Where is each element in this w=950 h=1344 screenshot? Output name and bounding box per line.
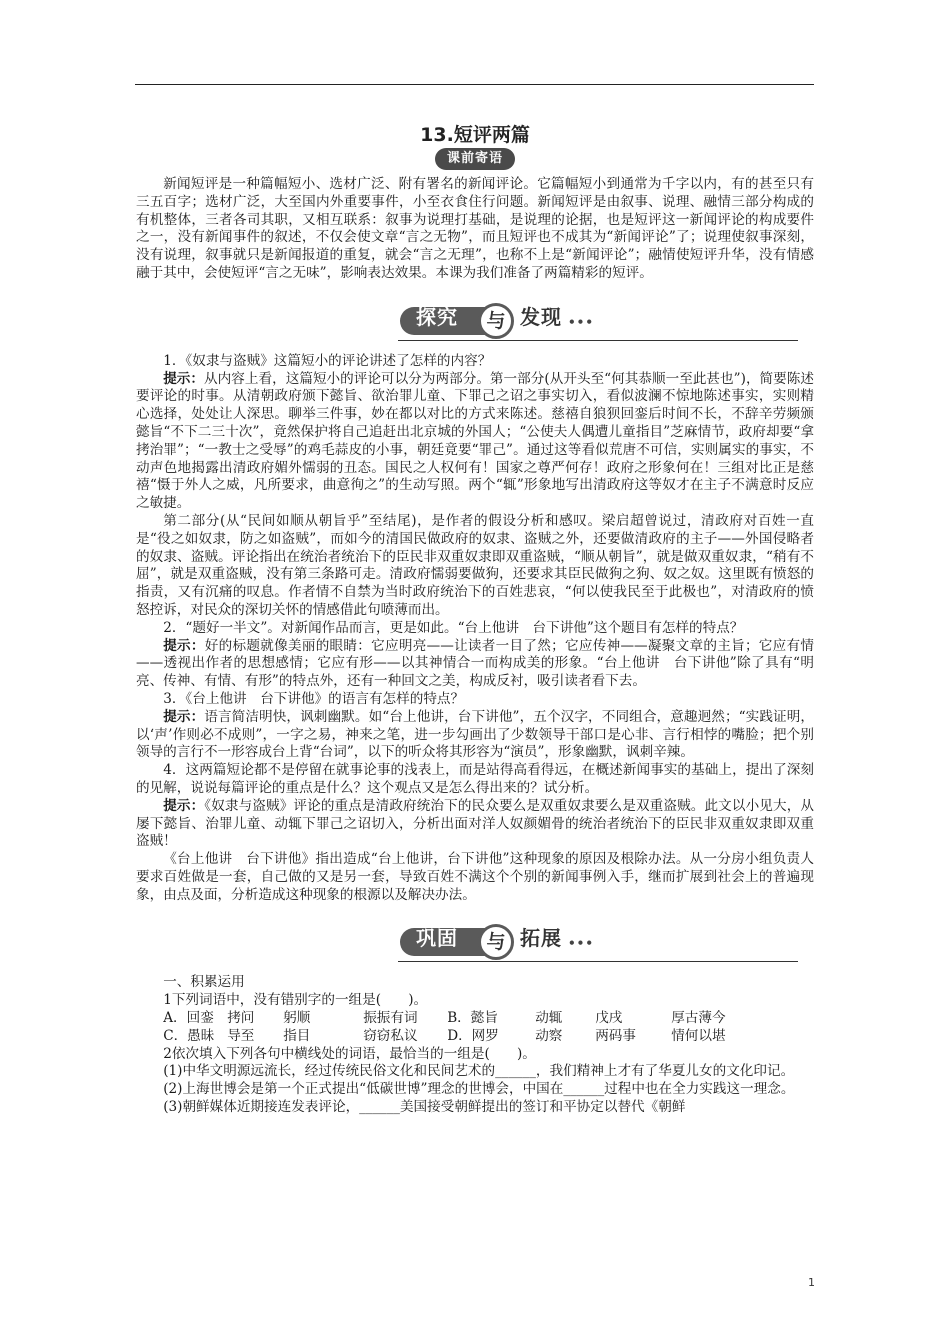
option-cell: 两码事 — [595, 1027, 636, 1044]
option-cell: A．回銮 — [163, 1010, 214, 1027]
option-cell: 指目 — [283, 1027, 311, 1044]
option-cell: D．网罗 — [447, 1027, 499, 1044]
answer-3: 提示：语言简洁明快，讽刺幽默。如“台上他讲，台下讲他”，五个汉字，不同组合，意趣迥然；“实践证明，以‘声’作则必不成则”，一字之易，神来之笔，进一步勾画出了少数领导干部口是心非、言行相悖的嘴脸；把个别领导的言行不一形容成台上背“台词”，以下的听众将其形容为“演员”，形象幽默，讽刺辛辣。 — [136, 708, 814, 761]
answer-2: 提示：好的标题就像美丽的眼睛：它应明亮——让读者一目了然；它应传神——凝聚文章的主旨；它应有情——透视出作者的思想感情；它应有形——以其神情合一而构成美的形象。“台上他讲 台下讲他”除了具有“明亮、传神、有情、有形”的特点外，还有一种回文之美，构成反衬，吸引读者看下去。 — [136, 637, 814, 690]
section-header-mid: 与 — [478, 303, 514, 339]
section-header-left: 探究 — [416, 304, 458, 329]
section-header-right: 拓展 — [520, 926, 562, 951]
exercise-heading: 一、积累运用 — [163, 974, 245, 991]
section-header-explore — [136, 303, 814, 343]
answer-1b: 第二部分(从“民间如顺从朝旨乎”至结尾)，是作者的假设分析和感叹。梁启超曾说过，清政府对百姓一直是“役之如奴隶，防之如盗贼”，而如今的清国民做政府的奴隶、盗贼之外，还要做清政府的主子——外国侵略者的奴隶、盗贼。评论指出在统治者统治下的臣民非双重奴隶即双重盗贼，“顺从朝旨”，就是做双重奴隶，“稍有不屈”，就是双重盗贼，没有第三条路可走。清政府懦弱要做狗，还要求其臣民做狗之狗、奴之奴。这里既有愤怒的指责，又有沉痛的叹息。作者情不自禁为当时政府统治下的百姓悲哀，“何以使我民至于此极也”，对清政府的愤怒控诉，对民众的深切关怀的情感借此句喷薄而出。 — [136, 512, 814, 618]
answer-1a: 提示：从内容上看，这篇短小的评论可以分为两部分。第一部分(从开头至“何其恭顺一至此甚也”)，简要陈述要评论的时事。从清朝政府颁下懿旨、欲治罪儿童、下罪己之诏之事实切入，看似波澜不惊地陈述事实，实则精心选择，处处让人深思。聊举三件事，妙在都以对比的方式来陈述。慈禧自狼狈回銮后时间不长，不辞辛劳频颁懿旨“不下二三十次”，竟然保护将自己追赶出北京城的外国人；“公使夫人偶遭儿童指目”芝麻情节，政府却要“拿拷治罪”；“一教士之受辱”的鸡毛蒜皮的小事，朝廷竟要“罪己”。通过这等看似荒唐不可信，实则属实的事实，不动声色地揭露出清政府媚外懦弱的丑态。国民之人权何有！国家之尊严何存！政府之形象何在！三组对比正是慈禧“慑于外人之威，凡所要求，曲意徇之”的生动写照。两个“辄”形象地写出清政府这等奴才在主子不满意时反应之敏捷。 — [136, 370, 814, 512]
section-header-right: 发现 — [520, 304, 562, 329]
dots-icon: ••• — [568, 314, 595, 329]
page-title: 13.短评两篇 — [420, 124, 530, 146]
section-header-consolidate — [136, 924, 814, 964]
page-number: 1 — [808, 1276, 815, 1289]
option-cell: C．愚昧 — [163, 1027, 215, 1044]
option-cell: 厚古薄今 — [671, 1010, 726, 1027]
intro-paragraph: 新闻短评是一种篇幅短小、选材广泛、附有署名的新闻评论。它篇幅短小到通常为千字以内，有的甚至只有三五百字；选材广泛，大至国内外重要事件，小至衣食住行问题。新闻短评是由叙事、说理、融情三部分构成的有机整体，三者各司其职，又相互联系：叙事为说理打基础，是说理的论据，也是短评这一新闻评论的构成要件之一，没有新闻事件的叙述，不仅会使文章“言之无物”，而且短评也不成其为“新闻评论”了；说理使叙事深刻，没有说理，叙事就只是新闻报道的重复，就会“言之无理”，也称不上是“新闻评论”；融情使短评升华，没有情感融于其中，会使短评“言之无味”，影响表达效果。本课为我们准备了两篇精彩的短评。 — [136, 176, 814, 281]
option-cell: 动察 — [535, 1027, 563, 1044]
answer-4a: 提示：《奴隶与盗贼》评论的重点是清政府统治下的民众要么是双重奴隶要么是双重盗贼。此文以小见大，从屡下懿旨、治罪儿童、动辄下罪己之诏切入，分析出面对洋人奴颜媚骨的统治者统治下的臣民非双重奴隶即双重盗贼！ — [136, 797, 814, 850]
question-3: 3．《台上他讲 台下讲他》的语言有怎样的特点？ — [163, 690, 465, 707]
question-2: 2．“题好一半文”。对新闻作品而言，更是如此。“台上他讲 台下讲他”这个题目有怎样的特点？ — [163, 619, 744, 636]
option-cell: 拷问 — [227, 1010, 255, 1027]
option-cell: 导至 — [227, 1027, 255, 1044]
option-cell: 窃窃私议 — [363, 1027, 418, 1044]
exercise-1-options-row-2 — [163, 1028, 814, 1046]
exercise-1: 1下列词语中，没有错别字的一组是( )。 — [163, 992, 428, 1009]
section-header-left: 巩固 — [416, 926, 458, 951]
exercise-2-item-2: (2)上海世博会是第一个正式提出“低碳世博”理念的世博会，中国在______过程中也在全力实践这一理念。 — [163, 1081, 795, 1098]
option-cell: 情何以堪 — [671, 1027, 726, 1044]
exercise-2: 2依次填入下列各句中横线处的词语，最恰当的一组是( )。 — [163, 1045, 536, 1062]
option-cell: 动辄 — [535, 1010, 563, 1027]
exercise-2-item-1: (1)中华文明源远流长，经过传统民俗文化和民间艺术的______，我们精神上才有了华夏儿女的文化印记。 — [163, 1063, 795, 1080]
section-header-mid: 与 — [478, 924, 514, 960]
answer-4b: 《台上他讲 台下讲他》指出造成“台上他讲，台下讲他”这种现象的原因及根除办法。从一分房小组负责人要求百姓做是一套，自己做的又是另一套，导致百姓不满这个个别的新闻事例入手，继而扩展到社会上的普遍现象，由点及面，分析造成这种现象的根源以及解决办法。 — [136, 851, 814, 903]
option-cell: B．懿旨 — [447, 1010, 498, 1027]
intro-badge: 课前寄语 — [435, 148, 515, 170]
question-1: 1．《奴隶与盗贼》这篇短小的评论讲述了怎样的内容？ — [163, 352, 492, 369]
option-cell: 躬顺 — [283, 1010, 311, 1027]
exercise-2-item-3: (3)朝鲜媒体近期接连发表评论，______美国接受朝鲜提出的签订和平协定以替代《朝鲜 — [163, 1099, 686, 1116]
dots-icon: ••• — [568, 936, 595, 951]
option-cell: 振振有词 — [363, 1010, 418, 1027]
question-4: 4．这两篇短论都不是停留在就事论事的浅表上，而是站得高看得远，在概述新闻事实的基础上，提出了深刻的见解，说说每篇评论的重点是什么？这个观点又是怎么得出来的？试分析。 — [136, 762, 814, 796]
option-cell: 戊戌 — [595, 1010, 623, 1027]
top-rule — [135, 84, 814, 85]
document-body — [136, 122, 814, 1117]
exercise-1-options-row-1 — [163, 1010, 814, 1028]
